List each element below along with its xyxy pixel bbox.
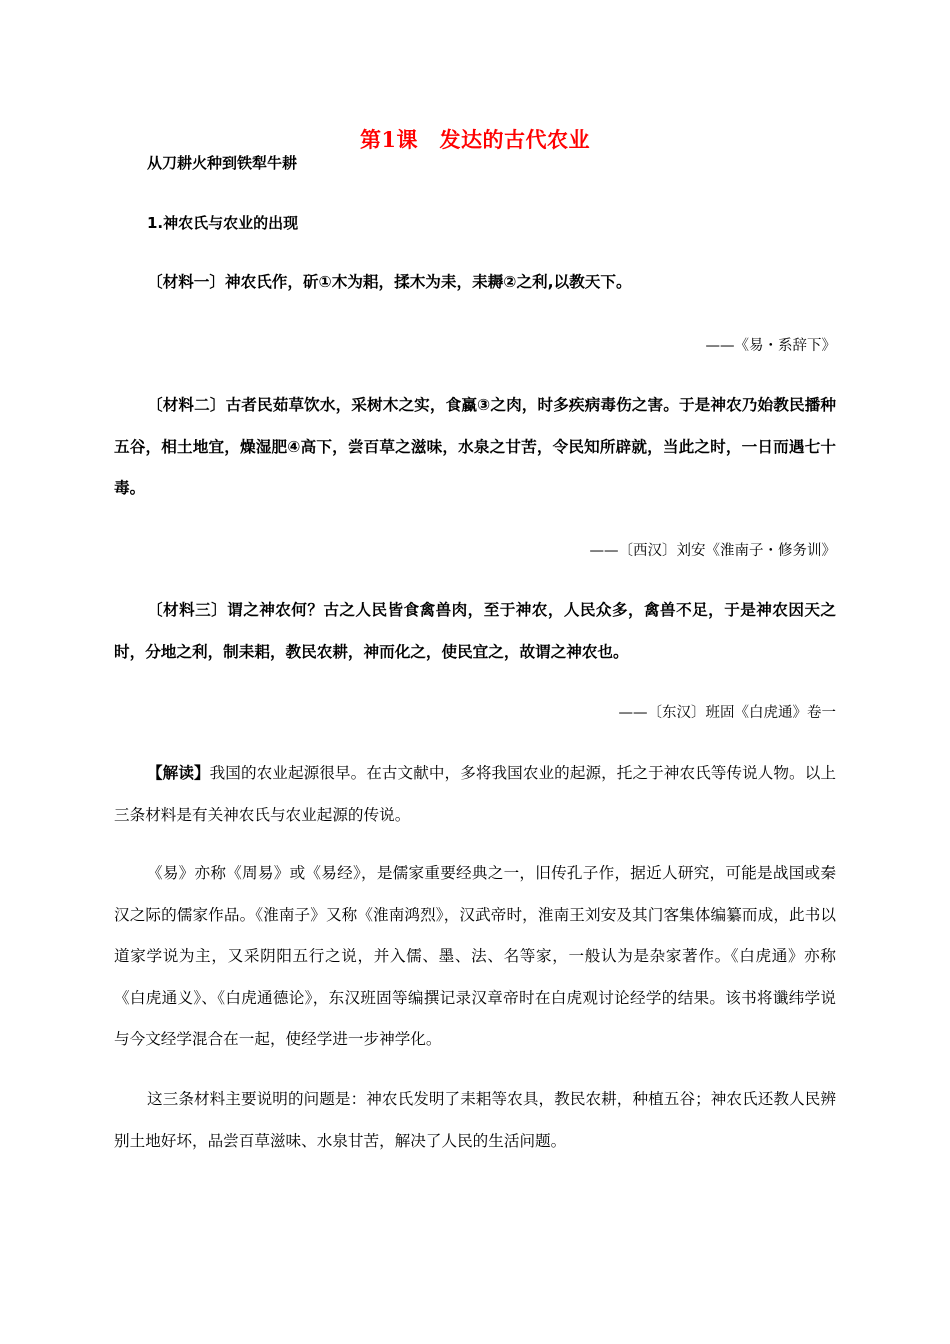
material-three-source: ——〔东汉〕班固《白虎通》卷一 <box>618 705 836 721</box>
interpretation-tag: 【解读】 <box>147 764 210 782</box>
page-title: 第1课 发达的古代农业 <box>359 127 591 152</box>
summary-paragraph: 这三条材料主要说明的问题是：神农氏发明了耒耜等农具，教民农耕，种植五谷；神农氏还教人民辨别土地好坏，品尝百草滋味、水泉甘苦，解决了人民的生活问题。 <box>114 1090 836 1150</box>
material-one-text: 〔材料一〕神农氏作，斫①木为耜，揉木为耒，耒耨②之利,以教天下。 <box>147 273 632 291</box>
material-three-text: 〔材料三〕谓之神农何？古之人民皆食禽兽肉，至于神农，人民众多，禽兽不足，于是神农因天之时，分地之利，制耒耜，教民农耕，神而化之，使民宜之，故谓之神农也。 <box>114 601 836 661</box>
books-paragraph: 《易》亦称《周易》或《易经》，是儒家重要经典之一，旧传孔子作，据近人研究，可能是战国或秦汉之际的儒家作品。《淮南子》又称《淮南鸿烈》，汉武帝时，淮南王刘安及其门客集体编纂而成，此书以道家学说为主，又采阴阳五行之说，并入儒、墨、法、名等家，一般认为是杂家著作。《白虎通》亦称《白虎通义》、《白虎通德论》，东汉班固等编撰记录汉章帝时在白虎观讨论经学的结果。该书将谶纬学说与今文经学混合在一起，使经学进一步神学化。 <box>114 864 836 1048</box>
material-two-text: 〔材料二〕古者民茹草饮水，采树木之实，食蠃③之肉，时多疾病毒伤之害。于是神农乃始教民播种五谷，相土地宜，燥湿肥④高下，尝百草之滋味，水泉之甘苦，令民知所辟就，当此之时，一日而遇七十毒。 <box>114 396 836 497</box>
interpretation-paragraph <box>114 753 836 836</box>
material-two-source: ——〔西汉〕刘安《淮南子・修务训》 <box>589 543 836 559</box>
page-subtitle: 从刀耕火种到铁犁牛耕 <box>147 154 298 172</box>
section-heading: 1.神农氏与农业的出现 <box>147 214 299 232</box>
interpretation-text: 我国的农业起源很早。在古文献中，多将我国农业的起源，托之于神农氏等传说人物。以上三条材料是有关神农氏与农业起源的传说。 <box>114 764 836 824</box>
material-one-source: ——《易・系辞下》 <box>705 338 836 354</box>
